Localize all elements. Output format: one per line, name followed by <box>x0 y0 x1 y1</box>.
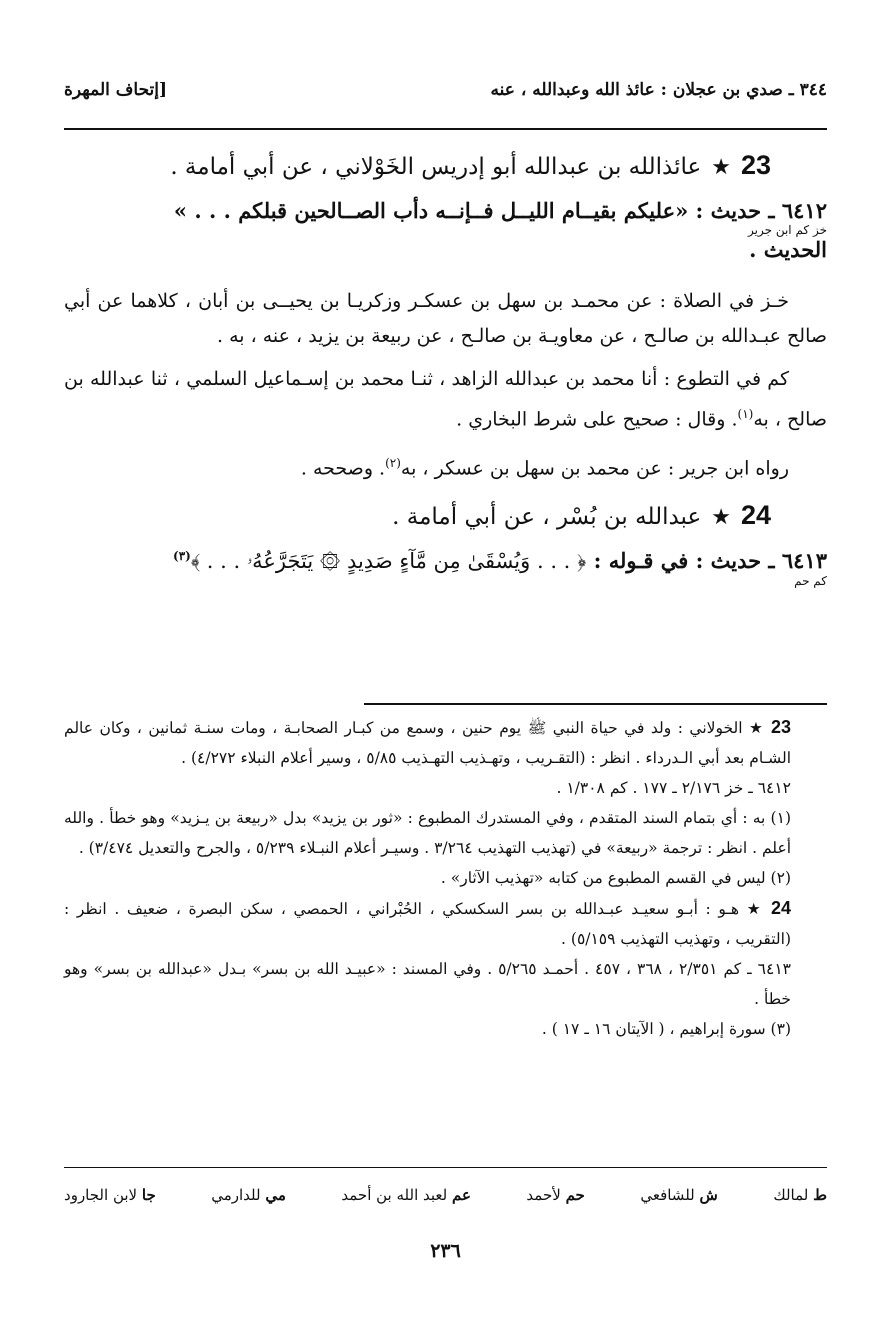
main-text <box>64 150 827 589</box>
note-23 <box>64 712 827 773</box>
note-24 <box>64 893 827 954</box>
narrator-heading-24 <box>64 500 827 531</box>
running-header <box>64 80 827 100</box>
abbrev-item: جا لابن الجارود <box>64 1186 156 1204</box>
note-6413: ٦٤١٣ ـ كم ٢/٣٥١ ، ٣٦٨ ، ٤٥٧ . أحمـد ٥/٢٦٥ . وفي المسند : «عبيـد الله بن بسر» بـدل «عبدالله بن بسر» وهو خطأ . <box>64 960 791 1008</box>
narrator-name: عبدالله بن بُسْر ، عن أبي أمامة . <box>392 504 702 531</box>
narrator-number: 24 <box>740 500 771 531</box>
abbreviation-key <box>64 1186 827 1204</box>
hadith-6413-source-codes: كم حم <box>794 574 827 589</box>
note-text: هـو : أبـو سعيـد عبـدالله بن بسر السكسكي ، الحُبْراني ، الحمصي ، سكن البصرة ، ضعيف . انظر : (التقريب ، وتهذيب التهذيب ٥/١٥٩) . <box>64 900 791 948</box>
abbrev-item: ط لمالك <box>773 1186 827 1204</box>
hadith-6412-end: الحديث . <box>749 237 827 263</box>
isnad-km <box>64 362 827 437</box>
header-book-title: [إتحاف المهرة <box>64 80 168 100</box>
narrator-number: 23 <box>740 150 771 180</box>
note-number: 23 <box>770 717 792 737</box>
narrator-heading-23 <box>64 150 827 181</box>
footnote-2: (٢) ليس في القسم المطبوع من كتابه «تهذيب الآثار» . <box>440 869 791 887</box>
hadith-6413-title <box>64 547 827 575</box>
isnad-jarir-text: رواه ابن جرير : عن محمد بن سهل بن عسكر ، به <box>400 457 789 480</box>
hadith-6413-label: ٦٤١٣ ـ حديث : في قـوله : <box>593 548 827 574</box>
isnad-km-text: كم في التطوع : أنا محمد بن عبدالله الزاهد ، ثنـا محمد بن إسـماعيل السلمي ، ثنا عبدالله بن صالح ، به <box>64 368 827 431</box>
abbreviation-rule <box>64 1167 827 1168</box>
footnote-mark-2: (٢) <box>385 455 401 470</box>
hadith-6412-title: ٦٤١٢ ـ حديث : «عليكم بقيــام الليــل فــإنــه دأب الصــالحين قبلكم . . . » <box>173 198 827 223</box>
hadith-6412-source-codes: خز كم ابن جرير <box>748 223 827 238</box>
note-6412: ٦٤١٢ ـ خز ٢/١٧٦ ـ ١٧٧ . كم ١/٣٠٨ . <box>556 779 791 797</box>
isnad-khz: خـز في الصلاة : عن محمـد بن سهل بن عسكـر وزكريـا بن يحيــى بن أبان ، كلاهما عن أبي صالح عبـدالله بن صالـح ، عن معاويـة بن صالـح ، عن ربيعة بن يزيد ، عنه ، به . <box>64 290 827 348</box>
abbrev-item: مي للدارمي <box>211 1186 286 1204</box>
note-number: 24 <box>770 898 791 918</box>
footnote-1: (١) به : أي بتمام السند المتقدم ، وفي المستدرك المطبوع : «ثور بن يزيد» بدل «ربيعة بن يـزيد» وهو خطأ . والله أعلم . انظر : ترجمة «ربيعة» في (تهذيب التهذيب ٣/٢٦٤ . وسيـر أعلام النبـلاء ٥/٢٣٩ ، والجرح والتعديل ٣/٤٧٤) . <box>64 809 791 857</box>
header-chapter-title: ٣٤٤ ـ صدي بن عجلان : عائذ الله وعبدالله ، عنه <box>490 80 827 100</box>
star-icon: ★ <box>711 155 731 180</box>
page-number: ٢٣٦ <box>430 1240 461 1262</box>
header-rule <box>64 128 827 130</box>
narrator-name: عائذالله بن عبدالله أبو إدريس الخَوْلاني ، عن أبي أمامة . <box>170 154 702 180</box>
abbrev-item: عم لعبد الله بن أحمد <box>341 1186 471 1204</box>
star-icon: ★ <box>711 505 731 531</box>
footnote-3: (٣) سورة إبراهيم ، ( الآيتان ١٦ ـ ١٧ ) . <box>541 1020 791 1038</box>
abbrev-item: ش للشافعي <box>640 1186 718 1204</box>
footnote-mark-3: (٣) <box>173 549 191 564</box>
star-icon: ★ <box>749 719 765 737</box>
isnad-jarir-after: . وصححه . <box>300 457 386 480</box>
footnote-rule <box>364 703 827 705</box>
isnad-jarir <box>64 446 827 486</box>
footnote-mark-1: (١) <box>737 407 754 422</box>
quran-verse: ﴿ . . . وَيُسْقَىٰ مِن مَّآءٍ صَدِيدٍ ۞ يَتَجَرَّعُهُۥ . . . ﴾ <box>190 549 587 574</box>
abbrev-item: حم لأحمد <box>526 1186 585 1204</box>
isnad-km-after: . وقال : صحيح على شرط البخاري . <box>456 408 738 431</box>
star-icon: ★ <box>746 900 764 918</box>
footnotes <box>64 712 827 1044</box>
note-text: الخولاني : ولد في حياة النبي ﷺ يوم حنين ، وسمع من كبـار الصحابـة ، ومات سنـة ثمانين ، وكان عالم الشـام بعد أبي الـدرداء . انظر : (التقـريب ، وتهـذيب التهـذيب ٥/٨٥ ، وسير أعلام النبلاء ٤/٢٧٢) . <box>64 719 791 767</box>
